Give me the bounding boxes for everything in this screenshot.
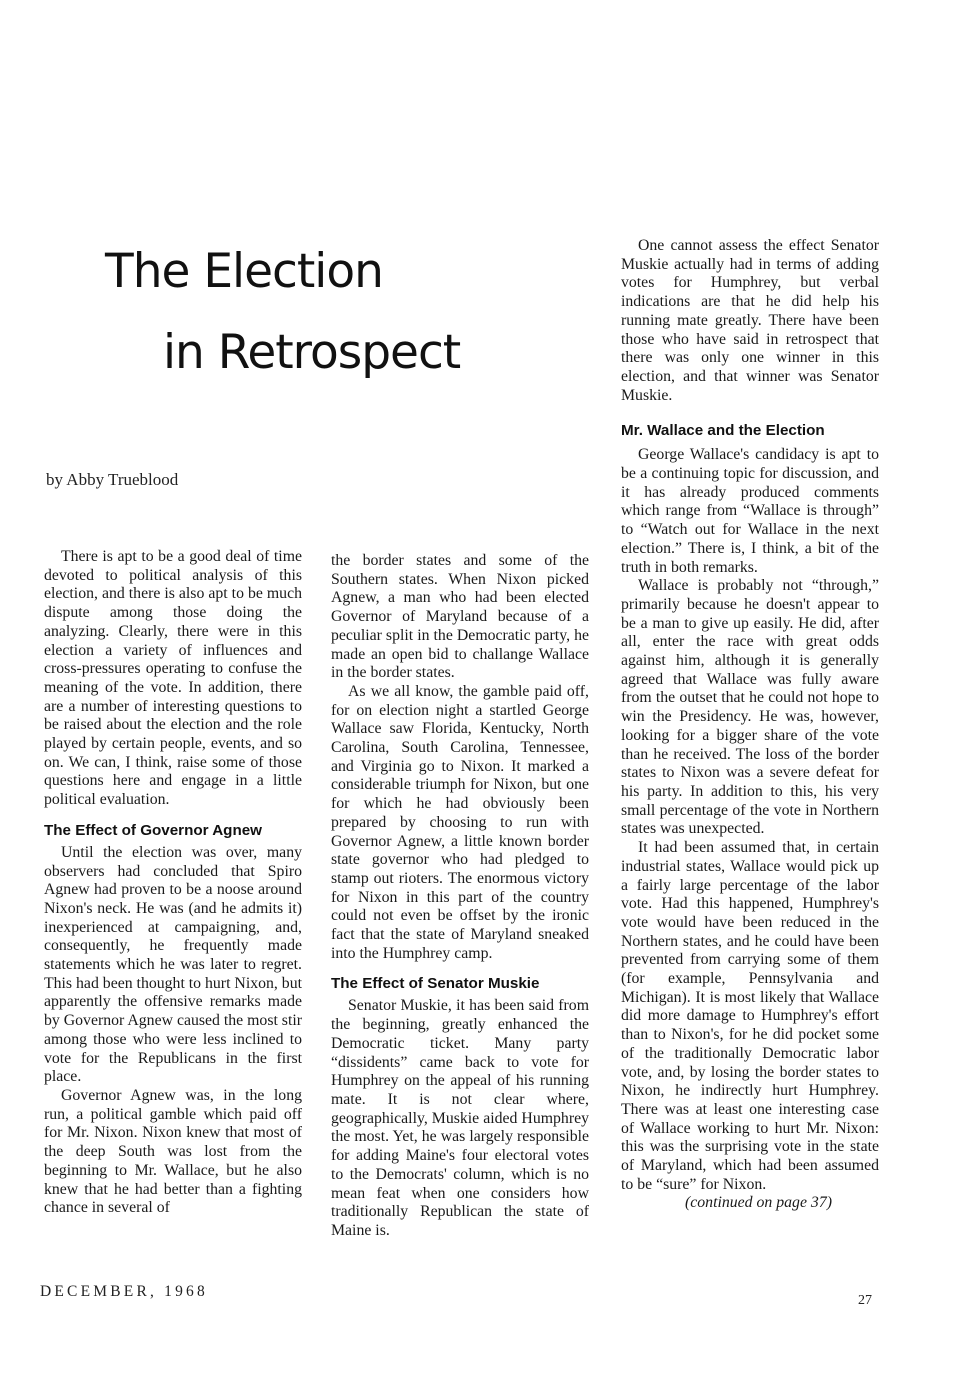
byline: by Abby Trueblood <box>46 470 179 489</box>
continued-note: (continued on page 37) <box>685 1194 832 1212</box>
page-number: 27 <box>858 1293 872 1308</box>
section-heading-agnew: The Effect of Governor Agnew <box>44 821 262 839</box>
column-3 <box>621 237 879 1213</box>
column-1 <box>44 548 302 1218</box>
paragraph: There is apt to be a good deal of time devoted to political analysis of this election, and there is also apt to be much dispute among those doing the analyzing. Clearly, there were in this election a variety of influences and cross-pressures operating to confuse the meaning of the vote. In addition, there are a number of interesting questions to be raised about the election and the role played by certain people, events, and so on. We can, I think, raise some of those questions here and engage in a little political evaluation. <box>44 548 302 809</box>
section-heading-wallace: Mr. Wallace and the Election <box>621 422 825 440</box>
article-title-line-1: The Election <box>105 244 383 299</box>
issue-date: DECEMBER, 1968 <box>40 1283 208 1300</box>
paragraph: Senator Muskie, it has been said from the beginning, greatly enhanced the Democratic ticket. Many party “dissidents” came back to vote for Humphrey on the appeal of his running mate. It is not clear where, geographically, Muskie aided Humphrey the most. Yet, he was largely responsible for adding Maine's four electoral votes to the Democrats' column, which is no mean feat when one considers how traditionally Republican the state of Maine is. <box>331 997 589 1239</box>
column-2 <box>331 552 589 1241</box>
section-heading-muskie: The Effect of Senator Muskie <box>331 975 540 993</box>
paragraph: Governor Agnew was, in the long run, a political gamble which paid off for Mr. Nixon. Nixon knew that most of the deep South was lost from the beginning to Mr. Wallace, but he also knew that he had better than a fighting chance in several of <box>44 1086 302 1217</box>
paragraph: As we all know, the gamble paid off, for on election night a startled George Wallace saw Florida, Kentucky, North Carolina, South Carolina, Tennessee, and Virginia go to Nixon. It marked a considerable triumph for Nixon, but one for which he had obviously been prepared by choosing to run with Governor Agnew, a little known border state governor who had pledged to stamp out rioters. The enormous victory for Nixon in this part of the country could not even be offset by the ironic fact that the state of Maryland sneaked into the Humphrey camp. <box>331 682 589 962</box>
paragraph: the border states and some of the Southern states. When Nixon picked Agnew, a man who had been elected Governor of Maryland because of a peculiar split in the Democratic party, he made an open bid to challange Wallace in the border states. <box>331 552 589 682</box>
article-title-line-2: in Retrospect <box>163 325 461 380</box>
paragraph: Until the election was over, many observers had concluded that Spiro Agnew had proven to be a noose around Nixon's neck. He was (and he admits it) inexperienced at campaigning, and, consequently, he frequently made statements which he was later to regret. This had been thought to hurt Nixon, but apparently the offensive remarks made by Governor Agnew caused the most stir among those who were less inclined to vote for the Republicans in the first place. <box>44 843 302 1086</box>
paragraph: It had been assumed that, in certain industrial states, Wallace would pick up a fairly large percentage of the labor vote. Had this happened, Humphrey's vote would have been reduced in the Northern states, and he could have been prevented from carrying some of them (for example, Pennsylvania and Michigan). It is most likely that Wallace did more damage to Humphrey's effort than to Nixon's, for he did pocket some of the traditionally Democratic labor vote, and, by losing the border states to Nixon, he indirectly hurt Humphrey. There was at least one interesting case of Wallace working to hurt Mr. Nixon: this was the surprising vote in the state of Maryland, which had been assumed to be “sure” for Nixon. <box>621 839 879 1193</box>
paragraph: George Wallace's candidacy is apt to be a continuing topic for discussion, and it has already produced comments which range from “Wallace is through” to “Watch out for Wallace in the next election.” There is, I think, a bit of the truth in both remarks. <box>621 446 879 576</box>
paragraph: One cannot assess the effect Senator Muskie actually had in terms of adding votes for Humphrey, but verbal indications are that he did help his running mate greatly. There have been those who have said in retrospect that there was only one winner in this election, and that winner was Senator Muskie. <box>621 237 879 404</box>
paragraph: Wallace is probably not “through,” primarily because he doesn't appear to be a man to give up easily. He did, after all, enter the race with great odds against him, although it is generally agreed that Wallace was fully aware from the outset that he could not hope to win the Presidency. He was, however, looking for a bigger share of the vote than he received. The loss of the border states to Nixon was a severe defeat for his party. In addition to this, his very small percentage of the vote in Northern states was unexpected. <box>621 577 879 838</box>
